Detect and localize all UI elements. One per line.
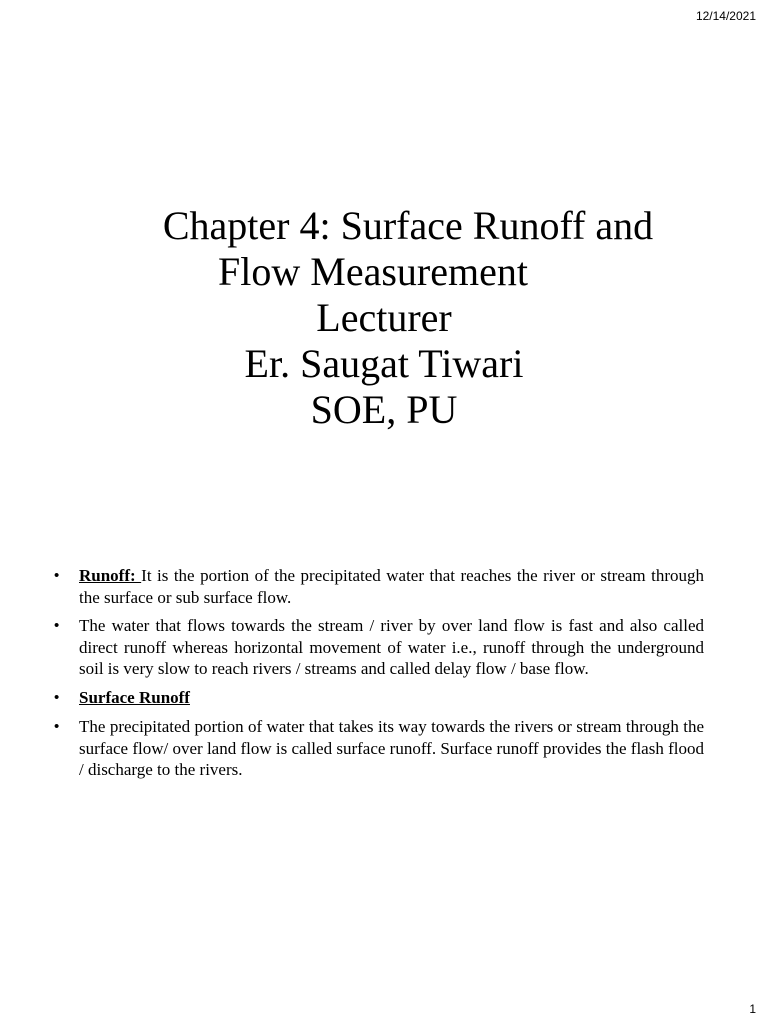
bullet-marker: • [54,617,60,634]
bullet-list [54,565,704,788]
bullet-surface-runoff-heading [54,687,704,709]
surface-runoff-heading: Surface Runoff [79,687,190,707]
title-line-lecturer-name: Er. Saugat Tiwari [244,341,524,386]
flow-types-text: The water that flows towards the stream / river by over land flow is fast and also called direct runoff whereas horizontal movement of water i.e., runoff through the underground soil is very slow to reach rivers / streams and called delay flow / base flow. [79,616,704,678]
bullet-marker: • [54,718,60,735]
bullet-runoff-definition [54,565,704,608]
title-line-chapter: Chapter 4: Surface Runoff and [162,203,654,248]
title-line-role: Lecturer [316,295,452,340]
runoff-definition-text: It is the portion of the precipitated water that reaches the river or stream through the surface or sub surface flow. [79,566,705,607]
bullet-flow-types [54,615,704,680]
title-line-institution: SOE, PU [310,387,458,432]
title-line-subject: Flow Measurement [218,249,528,294]
slide-date: 12/14/2021 [695,9,756,23]
page-number: 1 [749,1002,756,1016]
bullet-surface-runoff-definition [54,716,704,781]
bullet-marker: • [54,567,60,584]
runoff-term: Runoff: [79,566,142,585]
bullet-marker: • [54,688,60,706]
surface-runoff-text: The precipitated portion of water that takes its way towards the rivers or stream through the surface flow/ over land flow is called surface runoff. Surface runoff provides the flash flood / discharge to the rivers. [79,717,704,779]
slide-title [0,203,768,433]
